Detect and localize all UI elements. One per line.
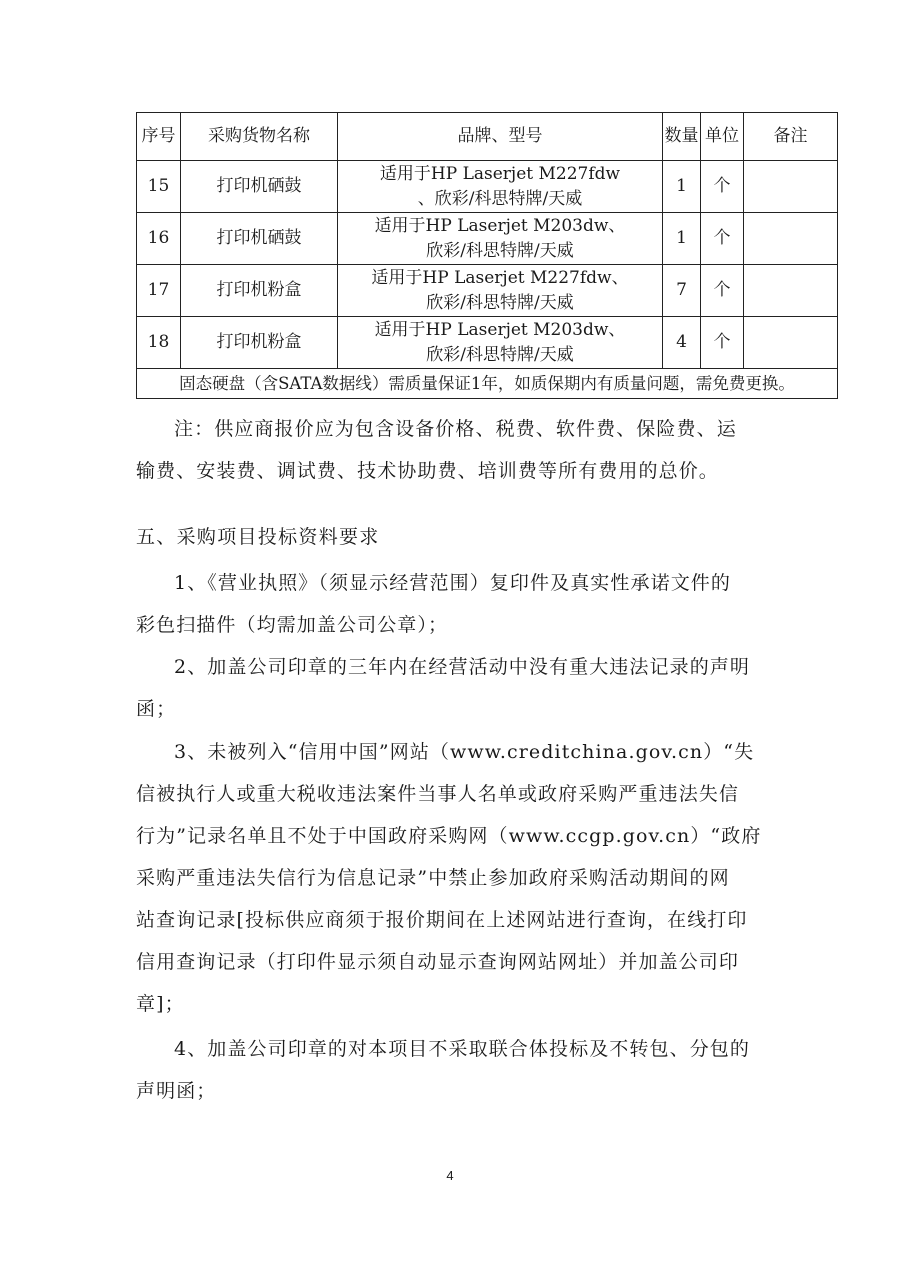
cell-no: 18 <box>137 317 181 369</box>
text-line: 声明函； <box>136 1080 217 1102</box>
text-line: 1、《营业执照》（须显示经营范围）复印件及真实性承诺文件的 <box>174 572 731 594</box>
header-unit: 单位 <box>701 113 744 161</box>
text-line: 4、加盖公司印章的对本项目不采取联合体投标及不转包、分包的 <box>174 1038 750 1060</box>
text-line: 站查询记录[投标供应商须于报价期间在上述网站进行查询，在线打印 <box>136 909 748 931</box>
header-qty: 数量 <box>663 113 701 161</box>
text-line: 2、加盖公司印章的三年内在经营活动中没有重大违法记录的声明 <box>174 656 750 678</box>
cell-no: 15 <box>137 161 181 213</box>
text-line: 输费、安装费、调试费、技术协助费、培训费等所有费用的总价。 <box>136 460 719 482</box>
procurement-table <box>136 112 838 399</box>
brand-line: 欣彩/科思特牌/天威 <box>426 292 574 313</box>
text-line: 信用查询记录（打印件显示须自动显示查询网站网址）并加盖公司印 <box>136 951 740 973</box>
cell-remark <box>744 161 838 213</box>
cell-brand <box>338 161 663 213</box>
brand-line: 适用于HP Laserjet M203dw、 <box>374 319 626 340</box>
header-no: 序号 <box>137 113 181 161</box>
cell-qty: 1 <box>663 161 701 213</box>
cell-no: 16 <box>137 213 181 265</box>
cell-remark <box>744 317 838 369</box>
brand-line: 适用于HP Laserjet M203dw、 <box>374 215 626 236</box>
table-footnote: 固态硬盘（含SATA数据线）需质量保证1年，如质保期内有质量问题，需免费更换。 <box>137 369 838 399</box>
cell-unit: 个 <box>701 161 744 213</box>
cell-name: 打印机硒鼓 <box>181 213 338 265</box>
requirement-item-1 <box>136 562 836 646</box>
text-line: 彩色扫描件（均需加盖公司公章）； <box>136 614 449 636</box>
brand-line: 、欣彩/科思特牌/天威 <box>417 188 583 209</box>
cell-name: 打印机硒鼓 <box>181 161 338 213</box>
cell-no: 17 <box>137 265 181 317</box>
brand-line: 欣彩/科思特牌/天威 <box>426 344 574 365</box>
table-row <box>137 161 838 213</box>
cell-qty: 7 <box>663 265 701 317</box>
cell-brand <box>338 317 663 369</box>
cell-remark <box>744 265 838 317</box>
section-heading <box>136 516 836 558</box>
table-header-row <box>137 113 838 161</box>
text-line: 采购严重违法失信行为信息记录”中禁止参加政府采购活动期间的网 <box>136 867 730 889</box>
brand-line: 适用于HP Laserjet M227fdw <box>379 163 621 184</box>
text-line: 行为”记录名单且不处于中国政府采购网（www.ccgp.gov.cn）“政府 <box>136 825 762 847</box>
cell-remark <box>744 213 838 265</box>
requirement-item-2 <box>136 646 836 730</box>
section-title: 五、采购项目投标资料要求 <box>136 526 380 548</box>
price-note <box>136 408 836 492</box>
cell-brand <box>338 213 663 265</box>
header-name: 采购货物名称 <box>181 113 338 161</box>
table-row <box>137 213 838 265</box>
cell-brand <box>338 265 663 317</box>
cell-unit: 个 <box>701 317 744 369</box>
cell-unit: 个 <box>701 213 744 265</box>
requirement-item-4 <box>136 1028 836 1112</box>
text-line: 注：供应商报价应为包含设备价格、税费、软件费、保险费、运 <box>174 418 737 440</box>
text-line: 3、未被列入“信用中国”网站（www.creditchina.gov.cn）“失 <box>174 741 755 763</box>
cell-name: 打印机粉盒 <box>181 265 338 317</box>
table-row <box>137 265 838 317</box>
cell-qty: 1 <box>663 213 701 265</box>
cell-qty: 4 <box>663 317 701 369</box>
text-line: 章]； <box>136 993 185 1015</box>
text-line: 函； <box>136 698 177 720</box>
header-remark: 备注 <box>744 113 838 161</box>
brand-line: 欣彩/科思特牌/天威 <box>426 240 574 261</box>
header-brand: 品牌、型号 <box>338 113 663 161</box>
cell-name: 打印机粉盒 <box>181 317 338 369</box>
brand-line: 适用于HP Laserjet M227fdw、 <box>371 267 629 288</box>
text-line: 信被执行人或重大税收违法案件当事人名单或政府采购严重违法失信 <box>136 783 740 805</box>
table-row <box>137 317 838 369</box>
page-number: 4 <box>446 1168 454 1183</box>
cell-unit: 个 <box>701 265 744 317</box>
requirement-item-3 <box>136 731 836 1025</box>
table-footnote-row <box>137 369 838 399</box>
